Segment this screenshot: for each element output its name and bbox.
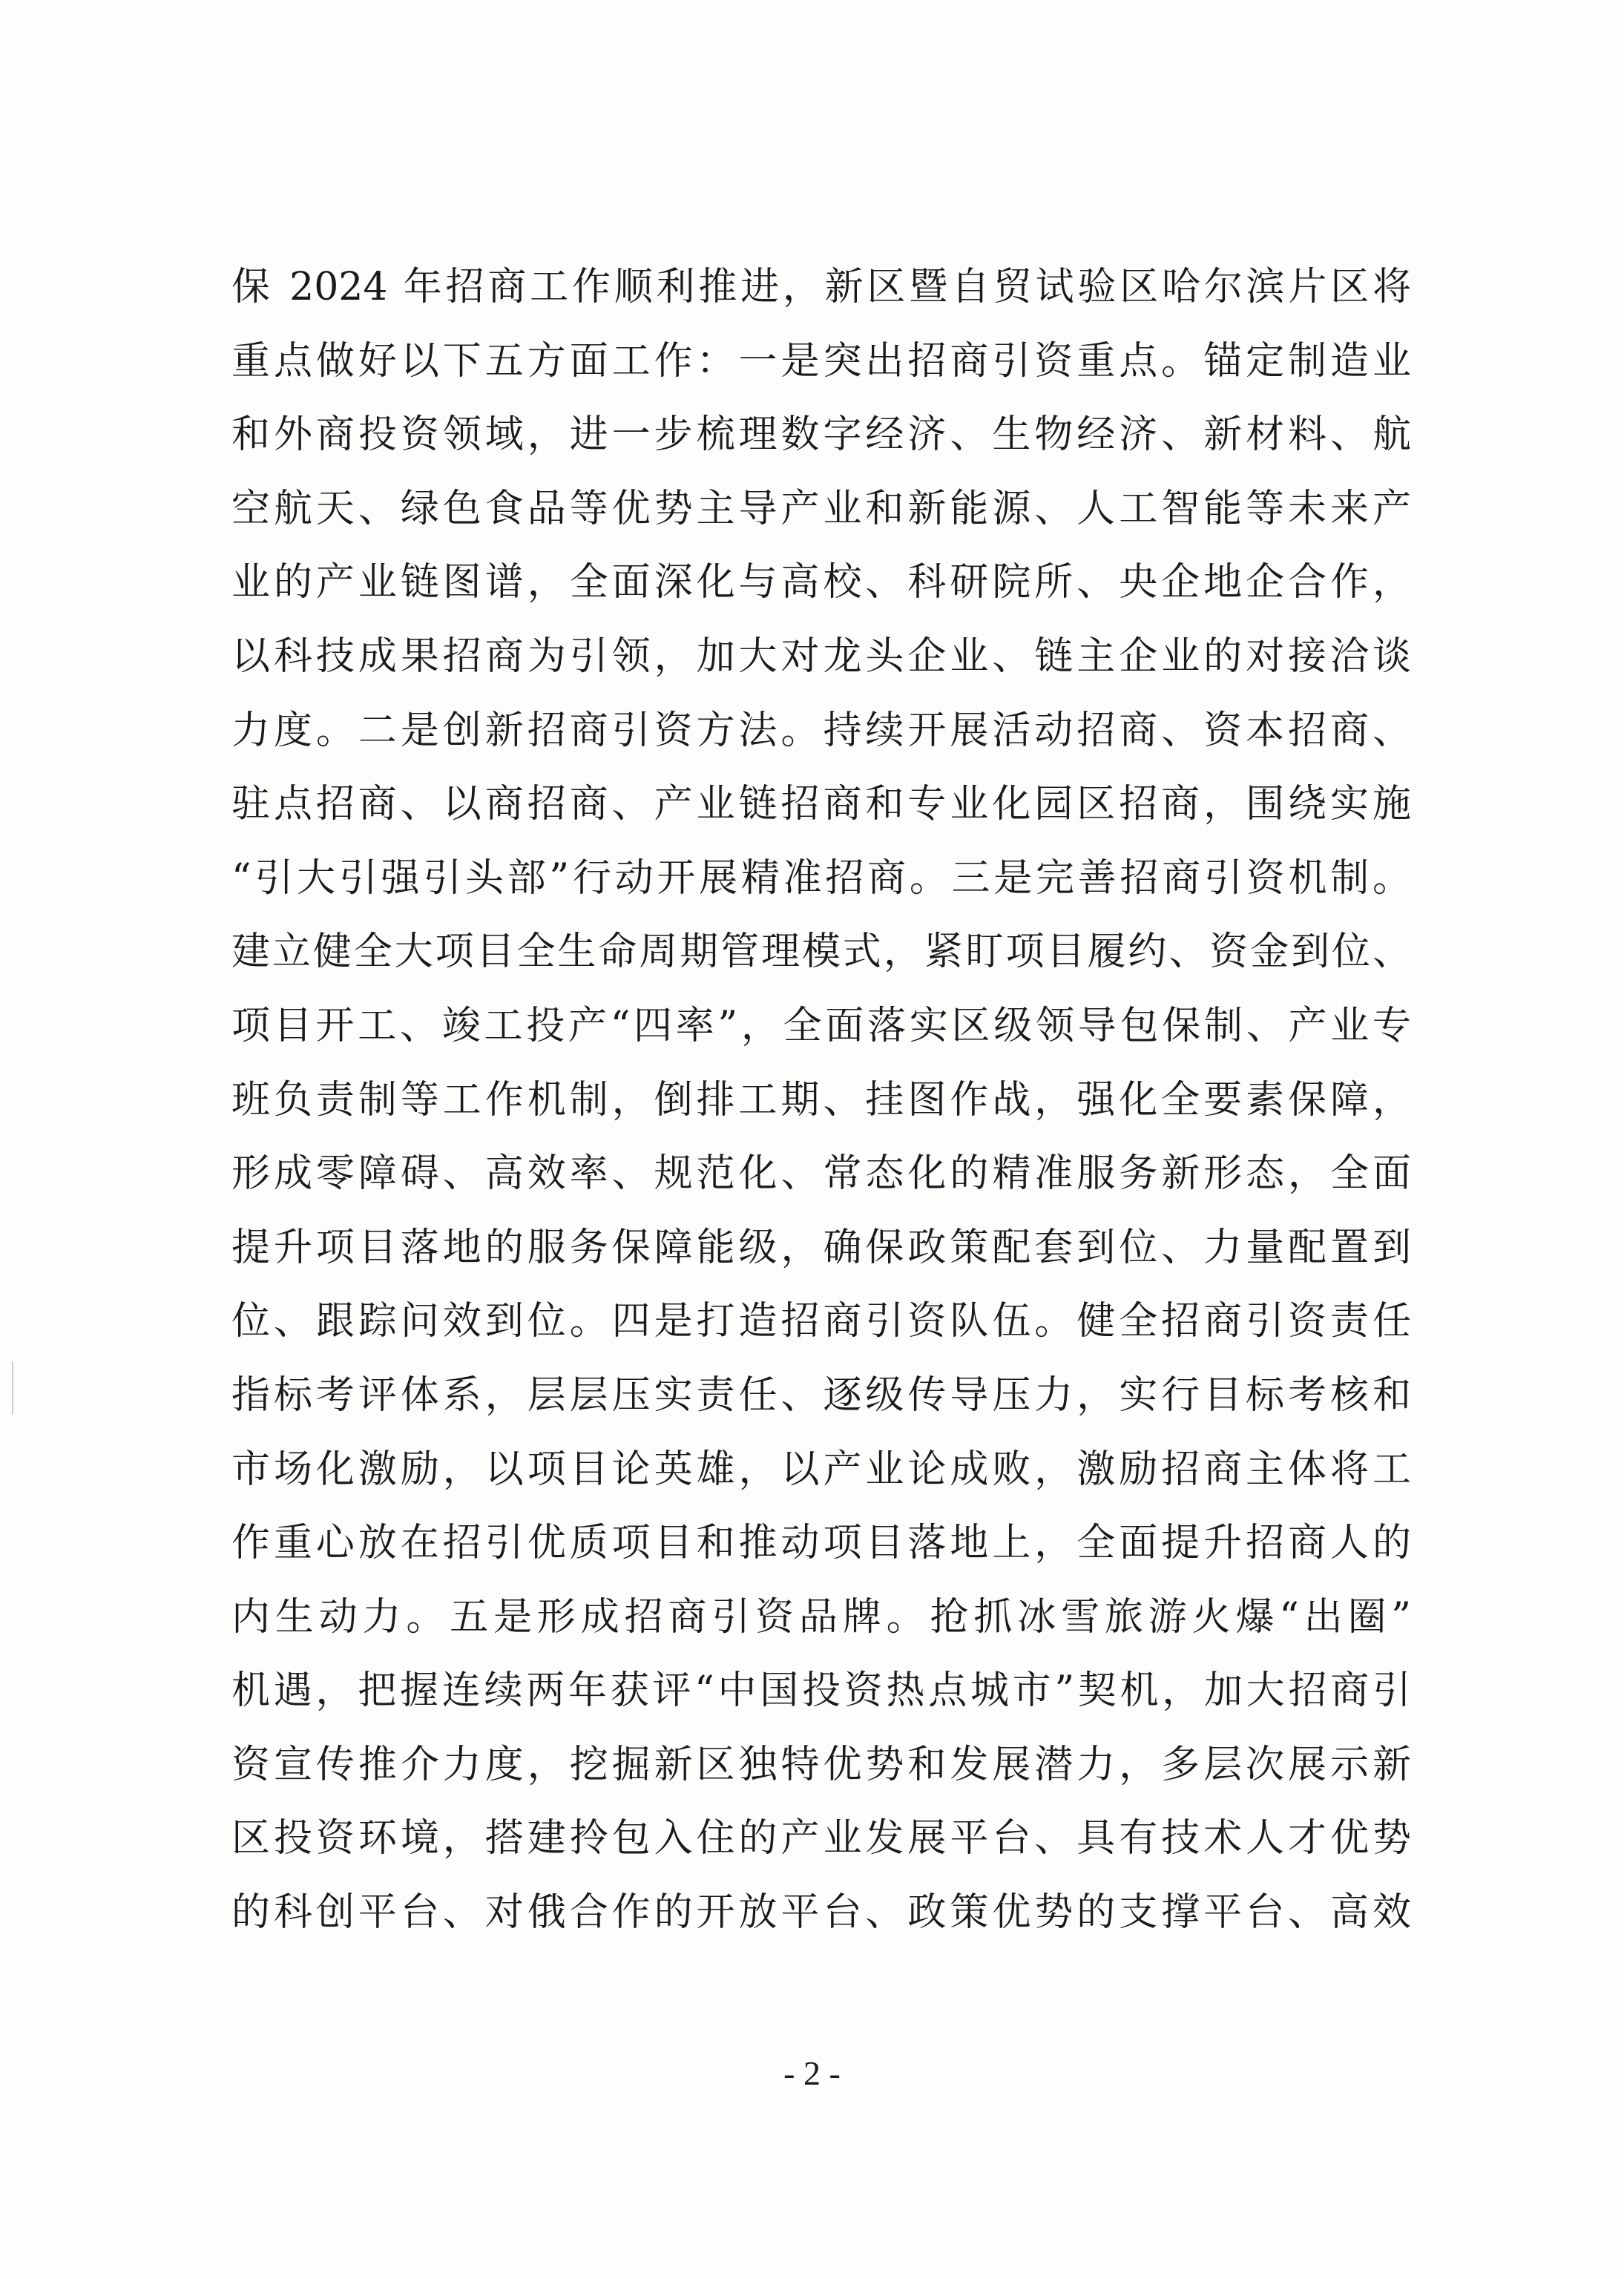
text-line: 位、跟踪问效到位。四是打造招商引资队伍。健全招商引资责任 (231, 1299, 1411, 1344)
text-line: 项目开工、竣工投产“四率”，全面落实区级领导包保制、产业专 (231, 1003, 1411, 1048)
text-line: 重点做好以下五方面工作：一是突出招商引资重点。锚定制造业 (231, 338, 1411, 384)
text-line: 驻点招商、以商招商、产业链招商和专业化园区招商，围绕实施 (231, 782, 1411, 827)
text-line: 指标考评体系，层层压实责任、逐级传导压力，实行目标考核和 (231, 1372, 1411, 1418)
text-line: 内生动力。五是形成招商引资品牌。抢抓冰雪旅游火爆“出圈” (231, 1594, 1411, 1640)
text-line: 班负责制等工作机制，倒排工期、挂图作战，强化全要素保障， (231, 1077, 1411, 1122)
text-line: 建立健全大项目全生命周期管理模式，紧盯项目履约、资金到位、 (231, 930, 1411, 975)
text-line: 和外商投资领域，进一步梳理数字经济、生物经济、新材料、航 (231, 412, 1411, 458)
page-number: - 2 - (783, 2054, 841, 2092)
text-line: 以科技成果招商为引领，加大对龙头企业、链主企业的对接洽谈 (231, 634, 1411, 679)
text-line: 的科创平台、对俄合作的开放平台、政策优势的支撑平台、高效 (231, 1890, 1411, 1936)
text-line: 力度。二是创新招商引资方法。持续开展活动招商、资本招商、 (231, 708, 1411, 753)
scan-edge-mark (12, 1362, 13, 1414)
text-line: “引大引强引头部”行动开展精准招商。三是完善招商引资机制。 (231, 855, 1411, 901)
text-line: 空航天、绿色食品等优势主导产业和新能源、人工智能等未来产 (231, 486, 1411, 531)
body-paragraph (231, 251, 1411, 1950)
text-line: 提升项目落地的服务保障能级，确保政策配套到位、力量配置到 (231, 1225, 1411, 1270)
text-line: 区投资环境，搭建拎包入住的产业发展平台、具有技术人才优势 (231, 1816, 1411, 1861)
text-line: 形成零障碍、高效率、规范化、常态化的精准服务新形态，全面 (231, 1151, 1411, 1197)
text-line: 市场化激励，以项目论英雄，以产业论成败，激励招商主体将工 (231, 1447, 1411, 1492)
text-line: 保 2024 年招商工作顺利推进，新区暨自贸试验区哈尔滨片区将 (231, 265, 1411, 309)
text-line: 作重心放在招引优质项目和推动项目落地上，全面提升招商人的 (231, 1521, 1411, 1566)
text-line: 机遇，把握连续两年获评“中国投资热点城市”契机，加大招商引 (231, 1668, 1411, 1714)
text-line: 业的产业链图谱，全面深化与高校、科研院所、央企地企合作， (231, 560, 1411, 605)
text-line: 资宣传推介力度，挖掘新区独特优势和发展潜力，多层次展示新 (231, 1742, 1411, 1787)
